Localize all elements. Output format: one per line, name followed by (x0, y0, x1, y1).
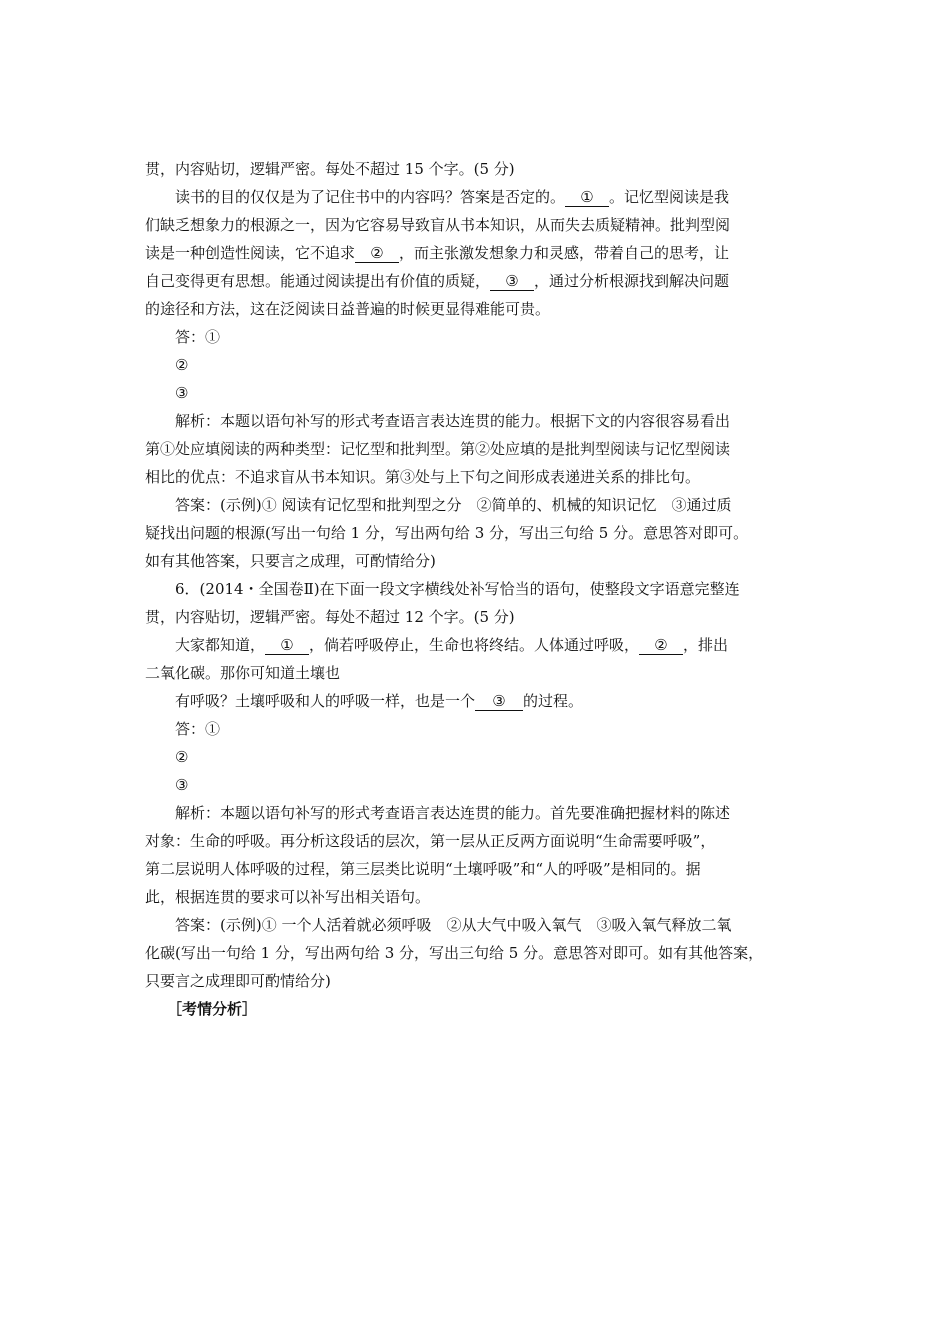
q6-prompt-line-2: 贯，内容贴切，逻辑严密。每处不超过 12 个字。(5 分) (145, 608, 515, 626)
section-heading: ［考情分析］ (167, 1000, 258, 1018)
q5-passage-line-1: 读书的目的仅仅是为了记住书中的内容吗？答案是否定的。 ① 。记忆型阅读是我 (175, 188, 730, 206)
q5-passage-line-3: 读是一种创造性阅读，它不追求 ② ，而主张激发想象力和灵感，带着自己的思考，让 (145, 244, 730, 262)
q5-answer-line-1: 答案：(示例)① 阅读有记忆型和批判型之分 ②简单的、机械的知识记忆 ③通过质 (175, 496, 732, 514)
q6-analysis-line-4: 此，根据连贯的要求可以补写出相关语句。 (145, 888, 431, 906)
q5-passage-line-2: 们缺乏想象力的根源之一，因为它容易导致盲从书本知识，从而失去质疑精神。批判型阅 (145, 216, 731, 234)
q6-passage-line-2: 二氧化碳。那你可知道土壤也 (145, 664, 341, 682)
blank-2: ② (639, 636, 683, 655)
q6-analysis-line-2: 对象：生命的呼吸。再分析这段话的层次，第一层从正反两方面说明“生命需要呼吸”， (145, 832, 716, 850)
blank-3: ③ (490, 272, 534, 291)
q5-answer-slot-3: ③ (175, 384, 189, 402)
q6-answer-line-1: 答案：(示例)① 一个人活着就必须呼吸 ②从大气中吸入氧气 ③吸入氧气释放二氧 (175, 916, 732, 934)
q6-analysis-line-3: 第二层说明人体呼吸的过程，第三层类比说明“土壤呼吸”和“人的呼吸”是相同的。据 (145, 860, 701, 878)
q6-answer-slot-3: ③ (175, 776, 189, 794)
q5-passage-line-5: 的途径和方法，这在泛阅读日益普遍的时候更显得难能可贵。 (145, 300, 551, 318)
q5-analysis-line-1: 解析：本题以语句补写的形式考查语言表达连贯的能力。根据下文的内容很容易看出 (175, 412, 731, 430)
q6-analysis-line-1: 解析：本题以语句补写的形式考查语言表达连贯的能力。首先要准确把握材料的陈述 (175, 804, 731, 822)
q6-prompt-line-1: 6．(2014・全国卷Ⅱ)在下面一段文字横线处补写恰当的语句，使整段文字语意完整连 (175, 580, 740, 598)
q5-answer-slot-2: ② (175, 356, 189, 374)
q5-prompt-tail: 贯，内容贴切，逻辑严密。每处不超过 15 个字。(5 分) (145, 160, 515, 178)
q6-answer-line-2: 化碳(写出一句给 1 分，写出两句给 3 分，写出三句给 5 分。意思答对即可。如有其他答案， (145, 944, 764, 962)
q5-analysis-line-3: 相比的优点：不追求盲从书本知识。第③处与上下句之间形成表递进关系的排比句。 (145, 468, 701, 486)
q6-answer-line-3: 只要言之成理即可酌情给分) (145, 972, 331, 990)
q5-section (145, 155, 825, 1023)
blank-1: ① (565, 188, 609, 207)
q6-answer-slot-2: ② (175, 748, 189, 766)
blank-2: ② (355, 244, 399, 263)
blank-1: ① (265, 636, 309, 655)
q5-answer-line-3: 如有其他答案，只要言之成理，可酌情给分) (145, 552, 436, 570)
q6-answer-slot-1: 答：① (175, 720, 221, 738)
q5-answer-slot-1: 答：① (175, 328, 221, 346)
q5-answer-line-2: 疑找出问题的根源(写出一句给 1 分，写出两句给 3 分，写出三句给 5 分。意思答对即可。 (145, 524, 749, 542)
q6-passage-line-1: 大家都知道， ① ，倘若呼吸停止，生命也将终结。人体通过呼吸， ② ，排出 (175, 636, 729, 654)
q5-analysis-line-2: 第①处应填阅读的两种类型：记忆型和批判型。第②处应填的是批判型阅读与记忆型阅读 (145, 440, 731, 458)
q6-passage-line-3: 有呼吸？土壤呼吸和人的呼吸一样，也是一个 ③ 的过程。 (175, 692, 584, 710)
q5-passage-line-4: 自己变得更有思想。能通过阅读提出有价值的质疑， ③ ，通过分析根源找到解决问题 (145, 272, 730, 290)
blank-3: ③ (475, 692, 523, 711)
